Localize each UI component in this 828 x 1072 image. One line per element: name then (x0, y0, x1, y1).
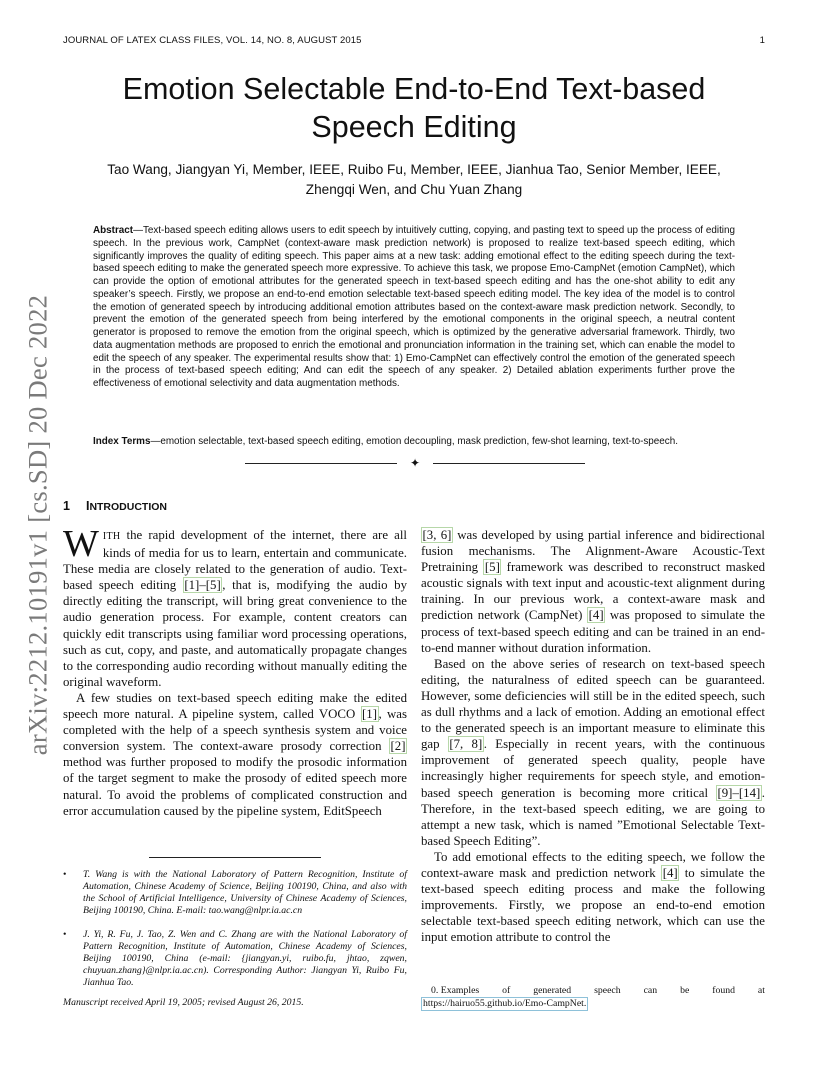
manuscript-note: Manuscript received April 19, 2005; revised August 26, 2015. (63, 997, 304, 1008)
section-divider (245, 456, 585, 470)
intro-paragraph-2 (63, 690, 407, 819)
footnote-text: T. Wang is with the National Laboratory of Pattern Recognition, Institute of Automation, Chinese Academy of Science, Beijing 100190, China, and also with the School of Artificial Intelligence, University of Chinese Academy of Sciences, Beijing 100190, China. E-mail: tao.wang@nlpr.ia.ac.cn (83, 869, 407, 916)
small-caps-lead: ITH (102, 531, 121, 542)
citation-link[interactable]: [9]–[14] (717, 785, 761, 800)
citation-link[interactable]: [1]–[5] (184, 578, 221, 593)
footnote-word: can (643, 985, 658, 996)
arxiv-identifier: arXiv:2212.10191v1 [cs.SD] 20 Dec 2022 (22, 294, 53, 756)
drop-cap: W (63, 523, 99, 565)
right-column (421, 527, 765, 945)
divider-line-right (433, 463, 585, 464)
text-run: , was completed with the help of a speech synthesis system and voice conversion system. The context-aware prosody correction (63, 707, 407, 754)
left-column (63, 523, 407, 819)
text-run: . Therefore, in the text-based speech editing, we are going to attempt a new task, which is named ”Emotional Selectable Text-based Speech Editing”. (421, 785, 765, 848)
intro-paragraph-1 (63, 523, 407, 690)
footnote-text: J. Yi, R. Fu, J. Tao, Z. Wen and C. Zhang are with the National Laboratory of Pattern Recognition, Institute of Automation, Chinese Academy of Sciences, Beijing 100190, China (e-mail: {jiangyan.yi, ruibo.fu, jhtao, zqwen, chuyuan.zhang}@nlpr.ia.ac.cn). Corresponding Author: Jiangyan Yi, Ruibo Fu, Jianhua Tao. (83, 929, 407, 988)
index-terms (93, 436, 735, 449)
intro-paragraph-5 (421, 849, 765, 946)
footnote-word: generated (533, 985, 572, 996)
section-heading-introduction (63, 499, 167, 513)
index-terms-text: —emotion selectable, text-based speech editing, emotion decoupling, mask prediction, few-shot learning, text-to-speech. (150, 436, 678, 447)
text-run: to simulate the text-based speech editing process and make the following improvements. Firstly, we propose an end-to-end emotion selectable text-based speech editing network, which can use the input emotion attribute to control the (421, 865, 765, 945)
divider-star-icon: ✦ (409, 456, 421, 470)
title-line-1: Emotion Selectable End-to-End Text-based (122, 72, 706, 106)
citation-link[interactable]: [1] (362, 707, 377, 722)
abstract-label: Abstract (93, 225, 134, 236)
title-line-2: Speech Editing (311, 110, 517, 144)
url-footnote-text (421, 985, 765, 997)
text-run: . Especially in recent years, with the continuous improvement of generated speech quality, people have increasingly higher requirements for speech style, and emotion-based speech generation is becoming more critical (421, 737, 766, 800)
url-footnote (421, 985, 765, 1011)
bullet: • (63, 869, 67, 880)
text-run: was developed by using partial inference and bidirectional fusion mechanisms. The Alignment-Aware Acoustic-Text Pretraining (421, 528, 765, 575)
running-header (63, 35, 765, 49)
affiliation-footnote-1 (63, 869, 407, 917)
text-run: A few studies on text-based speech editing make the edited speech more natural. A pipeline system, called VOCO (63, 690, 407, 722)
footnote-word: of (502, 985, 511, 996)
journal-name: JOURNAL OF LATEX CLASS FILES, VOL. 14, NO. 8, AUGUST 2015 (63, 35, 362, 46)
divider-line-left (245, 463, 397, 464)
citation-link[interactable]: [7, 8] (449, 737, 483, 752)
text-run: framework was described to reconstruct masked acoustic signals with text input and acoustic-text alignment during training. In our previous work, a context-aware mask and prediction network (CampNet) (421, 560, 765, 623)
section-title-rest: NTRODUCTION (89, 501, 168, 513)
footnote-word: at (757, 985, 765, 996)
arxiv-stamp (18, 290, 58, 760)
text-run: the rapid development of the internet, there are all kinds of media for us to learn, entertain and communicate. These media are closely related to the generation of audio. Text-based speech editing (63, 528, 407, 593)
affiliation-footnote-2 (63, 929, 407, 989)
text-run: was proposed to simulate the process of text-based speech editing and can be trained in an end-to-end manner without duration information. (421, 608, 765, 655)
section-number: 1 (63, 499, 70, 513)
text-run: method was further proposed to modify the prosodic information of the target segment to make the prosody of edited speech more natural. To avoid the problems of complicated construction and error accumulation caused by the pipeline system, EditSpeech (63, 755, 407, 818)
citation-link[interactable]: [5] (484, 560, 500, 575)
authors-line-1: Tao Wang, Jiangyan Yi, Member, IEEE, Ruibo Fu, Member, IEEE, Jianhua Tao, Senior Member, IEEE, (107, 162, 721, 177)
footnote-rule (149, 857, 321, 858)
text-run: Based on the above series of research on text-based speech editing, the naturalness of edited speech can be guaranteed. However, some deficiencies will still be in the edited speech, such as dull rhythms and a lack of emotion. Adding an emotional effect to the generated speech is an important measure to eliminate this gap (421, 656, 765, 752)
authors-line-2: Zhengqi Wen, and Chu Yuan Zhang (305, 182, 523, 197)
citation-link[interactable]: [4] (588, 608, 604, 623)
author-list (60, 160, 768, 200)
citation-link[interactable]: [4] (662, 865, 678, 880)
footnote-word: be (680, 985, 690, 996)
text-run: , that is, modifying the audio by directly editing the transcript, will bring great convenience to the audio generation process. For example, content creators can quickly edit transcripts using familiar word processing operations, such as cut, copy, and paste, and automatically propagate changes to the corresponding audio recording without manually editing the original waveform. (63, 578, 407, 689)
section-title-initial: I (85, 499, 90, 513)
citation-link[interactable]: [3, 6] (422, 528, 452, 542)
text-run: To add emotional effects to the editing speech, we follow the context-aware mask and prediction network (421, 849, 765, 880)
index-terms-label: Index Terms (93, 436, 151, 447)
intro-paragraph-3 (421, 527, 765, 656)
footnote-word: 0. Examples (431, 985, 480, 996)
abstract-text: —Text-based speech editing allows users to edit speech by intuitively cutting, copying, and pasting text to speed up the process of editing speech. In the previous work, CampNet (context-aware mask prediction network) is proposed to realize text-based speech editing, which significantly improves the quality of editing speech. This paper aims at a new task: adding emotional effect to the editing speech during the text-based speech editing to make the generated speech more expressive. To achieve this task, we propose Emo-CampNet (emotion CampNet), which can provide the option of emotional attributes for the generated speech in text-based speech editing and has the one-shot ability to edit any speaker’s speech. Firstly, we propose an end-to-end emotion selectable text-based speech editing model. The key idea of the model is to control the emotion of generated speech by introducing additional emotion attributes based on the context-aware mask prediction network. Secondly, to prevent the emotion of the generated speech from being interfered by the emotional components in the original speech, a neutral content generator is proposed to remove the emotion from the original speech, which is optimized by the generative adversarial framework. Thirdly, two data augmentation methods are proposed to enrich the emotional and pronunciation information in the training set, which can enable the model to edit the speech of any speaker. The experimental results show that: 1) Emo-CampNet can effectively control the emotion of the generated speech in the process of text-based speech editing; And can edit the speech of any speaker. 2) Detailed ablation experiments further prove the effectiveness of emotional selectivity and data augmentation methods. (93, 225, 735, 389)
bullet: • (63, 929, 67, 940)
page-number: 1 (759, 35, 765, 46)
paper-title (60, 70, 768, 146)
abstract (93, 225, 735, 391)
demo-url-link[interactable]: https://hairuo55.github.io/Emo-CampNet. (423, 998, 587, 1009)
footnote-word: found (712, 985, 735, 996)
footnote-word: speech (594, 985, 621, 996)
citation-link[interactable]: [2] (390, 739, 406, 754)
intro-paragraph-4 (421, 656, 765, 849)
